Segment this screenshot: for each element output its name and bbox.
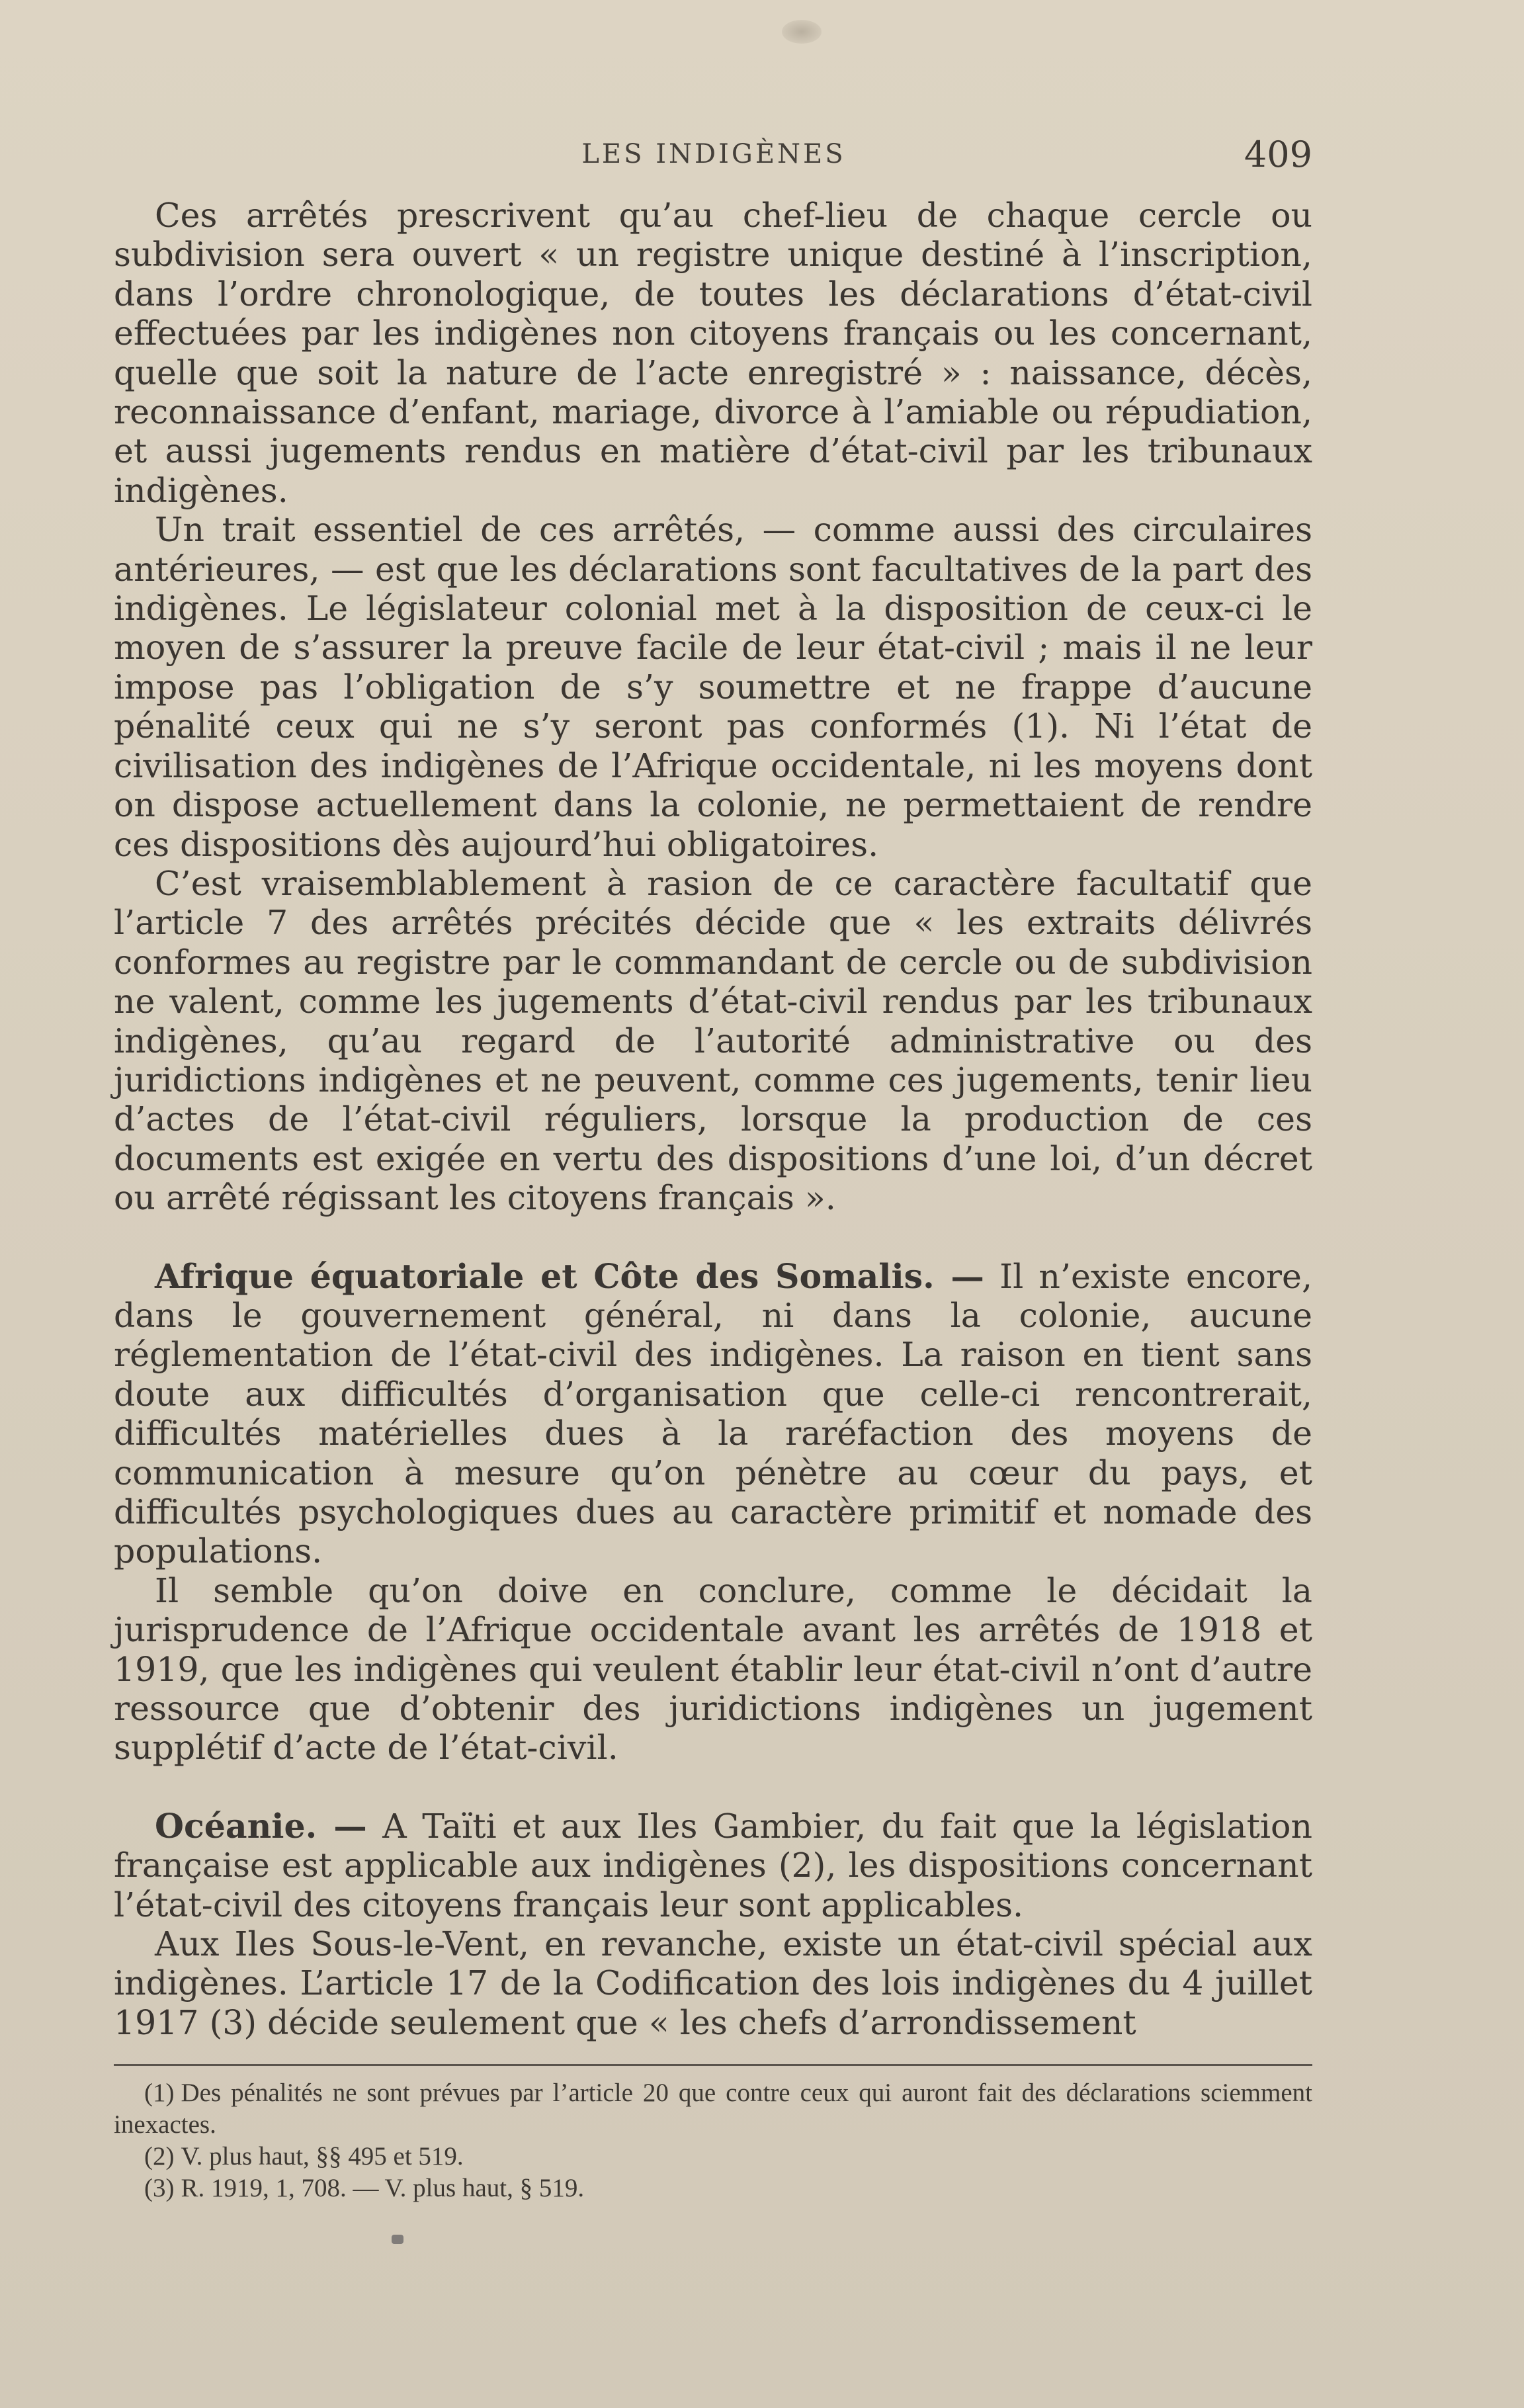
section-heading: Afrique équatoriale et Côte des Somalis. — [155,1256,984,1296]
paragraph: Il semble qu’on doive en conclure, comme le décidait la jurisprudence de l’Afrique occidentale avant les arrêtés de 1918 et 1919, que les indigènes qui veulent établir leur état-civil n’ont d’autre ressource que d’obtenir des juridictions indigènes un jugement supplétif d’acte de l’état-civil. [114,1570,1312,1768]
footnote-mark: (2) [144,2142,175,2171]
footnote [114,2172,1312,2204]
ink-speck [392,2235,403,2244]
footnote-mark: (1) [144,2079,175,2107]
paragraph: Ces arrêtés prescrivent qu’au chef-lieu de chaque cercle ou subdivision sera ouvert « un registre unique destiné à l’inscription, dans l’ordre chronologique, de toutes les déclarations d’état-civil effectuées par les indigènes non citoyens français ou les concernant, quelle que soit la nature de l’acte enregistré » : naissance, décès, reconnaissance d’enfant, mariage, divorce à l’amiable ou répudiation, et aussi jugements rendus en matière d’état-civil par les tribunaux indigènes. [114,196,1312,510]
main-text [114,196,1312,2042]
footnote-text: Des pénalités ne sont prévues par l’article 20 que contre ceux qui auront fait des déclarations sciemment inexactes. [114,2079,1312,2139]
footnote-text: V. plus haut, §§ 495 et 519. [181,2142,464,2171]
paragraph: Aux Iles Sous-le-Vent, en revanche, existe un état-civil spécial aux indigènes. L’article 17 de la Codification des lois indigènes du 4 juillet 1917 (3) décide seulement que « les chefs d’arrondissement [114,1924,1312,2042]
page-number: 409 [1244,134,1312,175]
paragraph-text: A Taïti et aux Iles Gambier, du fait que la législation française est applicable aux indigènes (2), les dispositions concernant l’état-civil des citoyens français leur sont applicables. [114,1806,1312,1924]
footnote [114,2141,1312,2172]
footnotes [114,2077,1312,2204]
paragraph: Un trait essentiel de ces arrêtés, — comme aussi des circulaires antérieures, — est que les déclarations sont facultatives de la part des indigènes. Le législateur colonial met à la disposition de ceux-ci le moyen de s’assurer la preuve facile de leur état-civil ; mais il ne leur impose pas l’obligation de s’y soumettre et ne frappe d’aucune pénalité ceux qui ne s’y seront pas conformés (1). Ni l’état de civilisation des indigènes de l’Afrique occidentale, ni les moyens dont on dispose actuellement dans la colonie, ne permettaient de rendre ces dispositions dès aujourd’hui obligatoires. [114,510,1312,864]
footnote [114,2077,1312,2141]
paragraph-section-oceanie [114,1807,1312,1924]
paragraph: C’est vraisemblablement à rasion de ce caractère facultatif que l’article 7 des arrêtés précités décide que « les extraits délivrés conformes au registre par le commandant de cercle ou de subdivision ne valent, comme les jugements d’état-civil rendus par les tribunaux indigènes, qu’au regard de l’autorité administrative ou des juridictions indigènes et ne peuvent, comme ces jugements, tenir lieu d’actes de l’état-civil réguliers, lorsque la production de ces documents est exigée en vertu des dispositions d’une loi, d’un décret ou arrêté régissant les citoyens français ». [114,863,1312,1218]
paper-smudge [782,20,822,44]
footnote-text: R. 1919, 1, 708. — V. plus haut, § 519. [181,2174,585,2202]
footnote-mark: (3) [144,2174,175,2202]
paragraph-section-afrique-equatoriale [114,1257,1312,1571]
paragraph-text: Il n’existe encore, dans le gouvernement général, ni dans la colonie, aucune réglementation de l’état-civil des indigènes. La raison en tient sans doute aux difficultés d’organisation que celle-ci rencontrerait, difficultés matérielles dues à la raréfaction des moyens de communication à mesure qu’on pénètre au cœur du pays, et difficultés psychologiques dues au caractère primitif et nomade des populations. [114,1256,1312,1571]
footnote-divider [114,2064,1312,2066]
running-head [115,132,1312,179]
section-heading: Océanie. — [155,1806,367,1846]
running-title: LES INDIGÈNES [581,139,846,169]
